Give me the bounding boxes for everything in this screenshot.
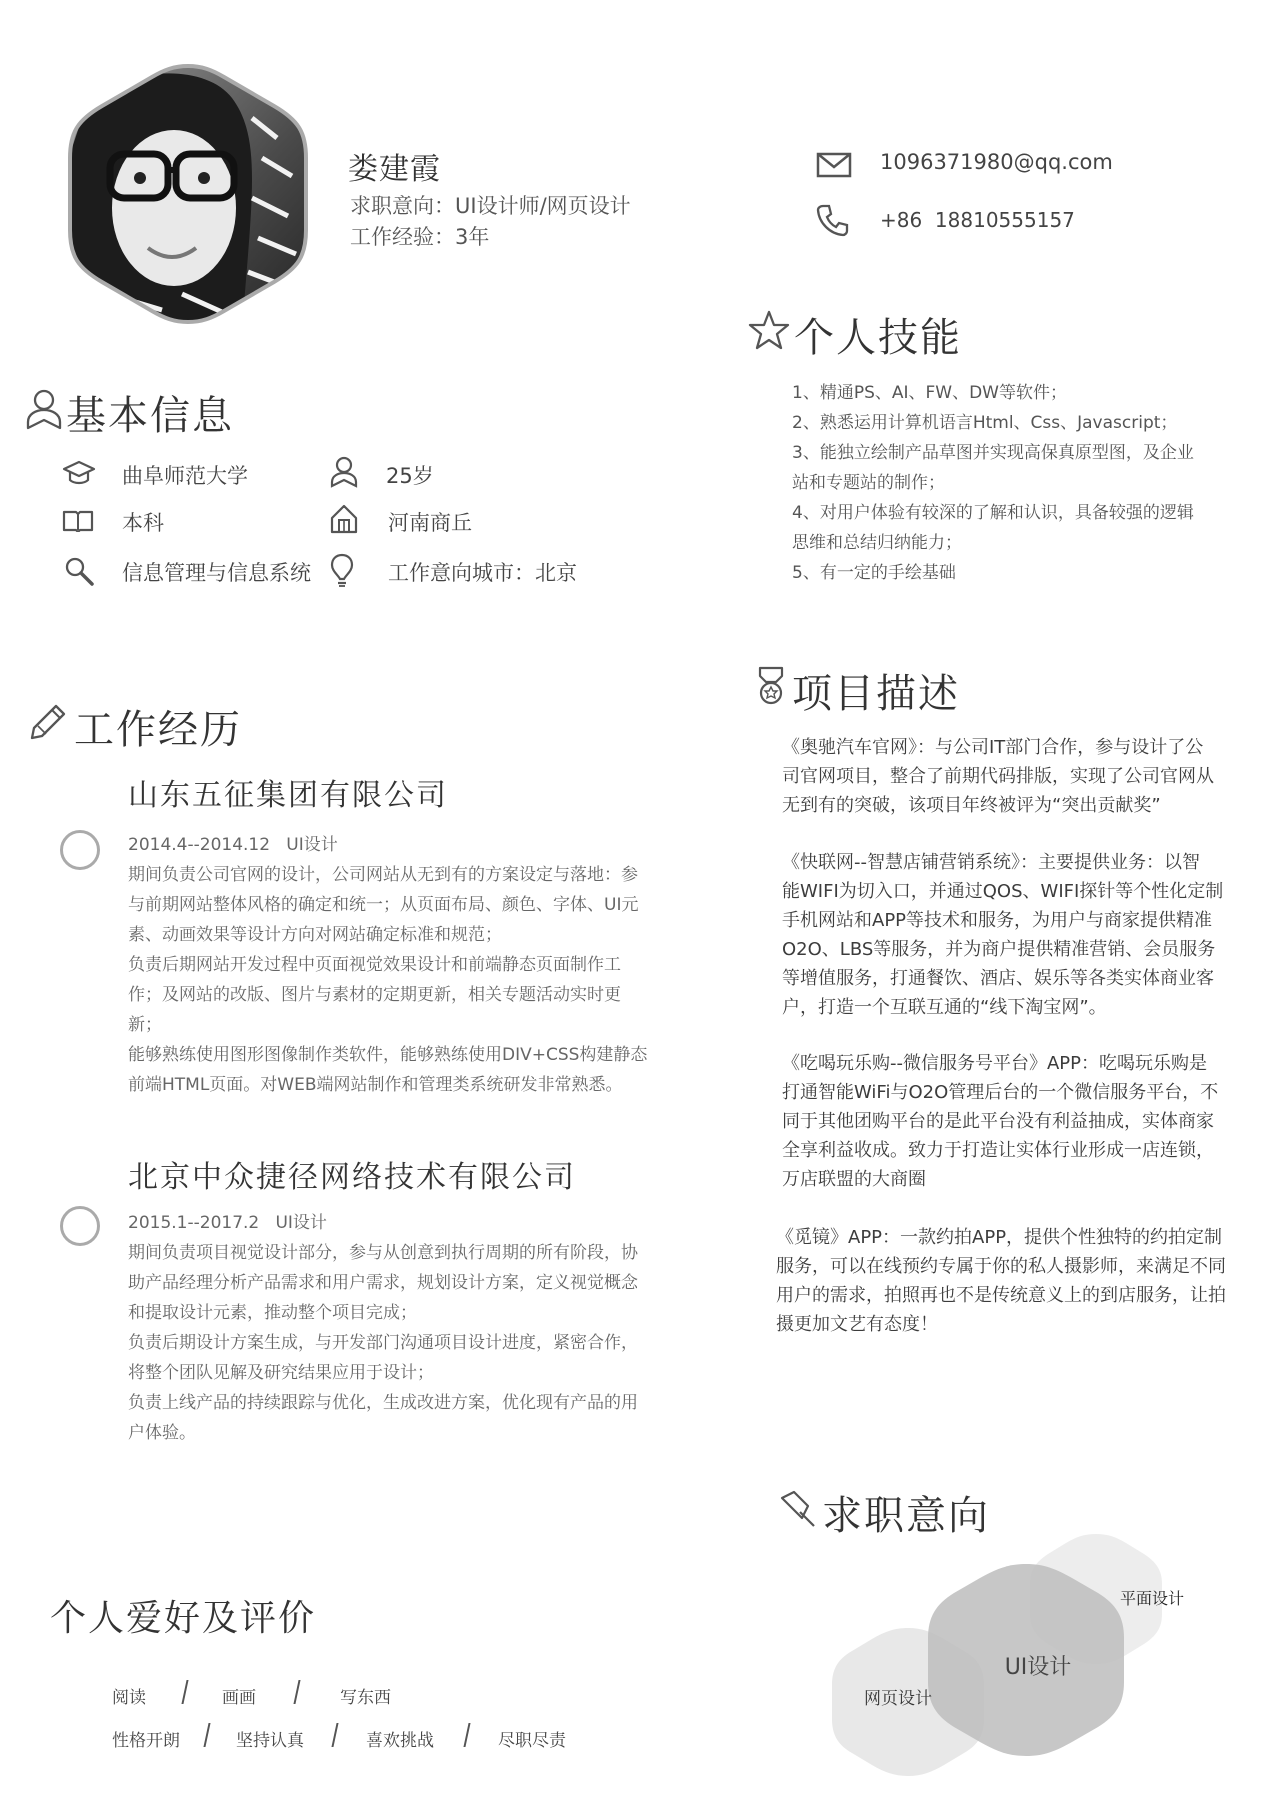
- job-intent-text: 求职意向：UI设计师/网页设计: [350, 194, 631, 218]
- user-badge-icon: [26, 388, 62, 432]
- project-paragraph: [782, 1049, 1218, 1194]
- job-line: 负责后期设计方案生成，与开发部门沟通项目设计进度，紧密合作，: [128, 1333, 638, 1353]
- company-name: 山东五征集团有限公司: [128, 778, 448, 813]
- skills-list: [792, 378, 1194, 588]
- person-icon: [330, 456, 358, 488]
- trait-tag: 尽职尽责: [498, 1731, 566, 1751]
- skill-line: 思维和总结归纳能力；: [792, 533, 962, 553]
- project-line: 摄更加文艺有态度！: [776, 1314, 938, 1335]
- job-line: 助产品经理分析产品需求和用户需求，规划设计方案，定义视觉概念: [128, 1273, 638, 1293]
- skill-line: 站和专题站的制作；: [792, 473, 945, 493]
- project-line: 手机网站和APP等技术和服务，为用户与商家提供精准: [782, 910, 1213, 931]
- envelope-icon: [816, 152, 852, 178]
- trait-tag: 性格开朗: [112, 1731, 180, 1751]
- job-description: [128, 860, 647, 1100]
- job-line: 作；及网站的改版、图片与素材的定期更新，相关专题活动实时更: [128, 985, 621, 1005]
- basic-info-title: 基本信息: [66, 393, 234, 439]
- skill-line: 2、熟悉运用计算机语言Html、Css、Javascript；: [792, 413, 1178, 433]
- project-paragraph: [776, 1223, 1226, 1339]
- job-line: 和提取设计元素，推动整个项目完成；: [128, 1303, 417, 1323]
- pencil-icon: [28, 700, 70, 742]
- project-line: 等增值服务，打通餐饮、酒店、娱乐等各类实体商业客: [782, 968, 1214, 989]
- job-line: 与前期网站整体风格的确定和统一；从页面布局、颜色、字体、UI元: [128, 895, 639, 915]
- job-line: 户体验。: [128, 1423, 196, 1443]
- profile-photo: [62, 58, 314, 330]
- medal-icon: [756, 666, 786, 706]
- job-period: 2015.1--2017.2 UI设计: [128, 1213, 327, 1233]
- job-description: [128, 1238, 638, 1448]
- phone-icon: [816, 203, 850, 237]
- job-line: 能够熟练使用图形图像制作类软件，能够熟练使用DIV+CSS构建静态: [128, 1045, 648, 1065]
- skill-line: 5、有一定的手绘基础: [792, 563, 956, 583]
- trait-tag: 喜欢挑战: [366, 1731, 434, 1751]
- hobbies-title: 个人爱好及评价: [50, 1598, 317, 1639]
- divider: [293, 1680, 300, 1704]
- project-line: 《快联网--智慧店铺营销系统》：主要提供业务：以智: [782, 852, 1200, 873]
- intent-role: 平面设计: [1119, 1589, 1185, 1608]
- hobby-tag: 写东西: [340, 1688, 391, 1708]
- phone-text[interactable]: +86 18810555157: [880, 208, 1075, 232]
- target-city-text: 工作意向城市：北京: [388, 561, 577, 585]
- projects-title: 项目描述: [792, 671, 960, 717]
- project-line: 《觅镜》APP：一款约拍APP，提供个性独特的约拍定制: [776, 1227, 1223, 1248]
- graduation-cap-icon: [62, 460, 96, 486]
- skill-line: 3、能独立绘制产品草图并实现高保真原型图，及企业: [792, 443, 1194, 463]
- divider: [203, 1723, 210, 1747]
- project-line: 服务，可以在线预约专属于你的私人摄影师，来满足不同: [776, 1256, 1226, 1277]
- hobby-tag: 画画: [222, 1688, 256, 1708]
- email-text[interactable]: 1096371980@qq.com: [880, 150, 1113, 174]
- experience-text: 工作经验：3年: [350, 225, 490, 249]
- project-line: 全享利益收成。致力于打造让实体行业形成一店连锁，: [782, 1140, 1214, 1161]
- project-line: 无到有的突破，该项目年终被评为“突出贡献奖”: [782, 795, 1161, 816]
- job-period: 2014.4--2014.12 UI设计: [128, 835, 338, 855]
- timeline-circle: [60, 830, 100, 870]
- job-line: 素、动画效果等设计方向对网站确定标准和规范；: [128, 925, 502, 945]
- intent-role: 网页设计: [864, 1689, 932, 1709]
- trait-tag: 坚持认真: [236, 1731, 304, 1751]
- project-line: 司官网项目，整合了前期代码排版，实现了公司官网从: [782, 766, 1214, 787]
- school-text: 曲阜师范大学: [122, 464, 248, 488]
- book-icon: [62, 510, 94, 532]
- project-line: 《吃喝玩乐购--微信服务号平台》APP：吃喝玩乐购是: [782, 1053, 1208, 1074]
- job-line: 新；: [128, 1015, 162, 1035]
- job-line: 将整个团队见解及研究结果应用于设计；: [128, 1363, 434, 1383]
- star-icon: [748, 310, 790, 350]
- intent-title: 求职意向: [822, 1493, 990, 1539]
- project-line: 用户的需求，拍照再也不是传统意义上的到店服务，让拍: [776, 1285, 1226, 1306]
- divider: [181, 1680, 188, 1704]
- candidate-name: 娄建霞: [348, 152, 441, 187]
- project-line: 同于其他团购平台的是此平台没有利益抽成，实体商家: [782, 1111, 1214, 1132]
- job-line: 前端HTML页面。对WEB端网站制作和管理类系统研发非常熟悉。: [128, 1075, 623, 1095]
- skill-line: 4、对用户体验有较深的了解和认识，具备较强的逻辑: [792, 503, 1194, 523]
- project-paragraph: [782, 848, 1223, 1022]
- skill-line: 1、精通PS、AI、FW、DW等软件；: [792, 383, 1067, 403]
- degree-text: 本科: [122, 511, 164, 535]
- project-line: 万店联盟的大商圈: [782, 1169, 926, 1190]
- pin-icon: [778, 1488, 818, 1528]
- timeline-circle: [60, 1206, 100, 1246]
- project-line: 户，打造一个互联互通的“线下淘宝网”。: [782, 997, 1107, 1018]
- company-name: 北京中众捷径网络技术有限公司: [128, 1160, 576, 1195]
- age-text: 25岁: [386, 464, 434, 488]
- job-line: 负责后期网站开发过程中页面视觉效果设计和前端静态页面制作工: [128, 955, 621, 975]
- intent-role: UI设计: [1004, 1655, 1072, 1680]
- intent-hexagons: [826, 1528, 1226, 1788]
- project-line: O2O、LBS等服务，并为商户提供精准营销、会员服务: [782, 939, 1216, 960]
- skills-title: 个人技能: [794, 315, 962, 361]
- major-text: 信息管理与信息系统: [122, 561, 311, 585]
- project-paragraph: [782, 733, 1214, 820]
- divider: [463, 1723, 470, 1747]
- house-icon: [330, 504, 358, 534]
- divider: [331, 1723, 338, 1747]
- job-line: 负责上线产品的持续跟踪与优化，生成改进方案，优化现有产品的用: [128, 1393, 638, 1413]
- project-line: 打通智能WiFi与O2O管理后台的一个微信服务平台，不: [782, 1082, 1219, 1103]
- job-line: 期间负责公司官网的设计，公司网站从无到有的方案设定与落地：参: [128, 865, 638, 885]
- job-line: 期间负责项目视觉设计部分，参与从创意到执行周期的所有阶段，协: [128, 1243, 638, 1263]
- hometown-text: 河南商丘: [388, 511, 472, 535]
- project-line: 能WIFI为切入口，并通过QOS、WIFI探针等个性化定制: [782, 881, 1224, 902]
- project-line: 《奥驰汽车官网》：与公司IT部门合作，参与设计了公: [782, 737, 1204, 758]
- location-pin-icon: [330, 553, 354, 587]
- hobby-tag: 阅读: [112, 1688, 146, 1708]
- magnifier-icon: [64, 556, 94, 586]
- work-title: 工作经历: [74, 707, 242, 753]
